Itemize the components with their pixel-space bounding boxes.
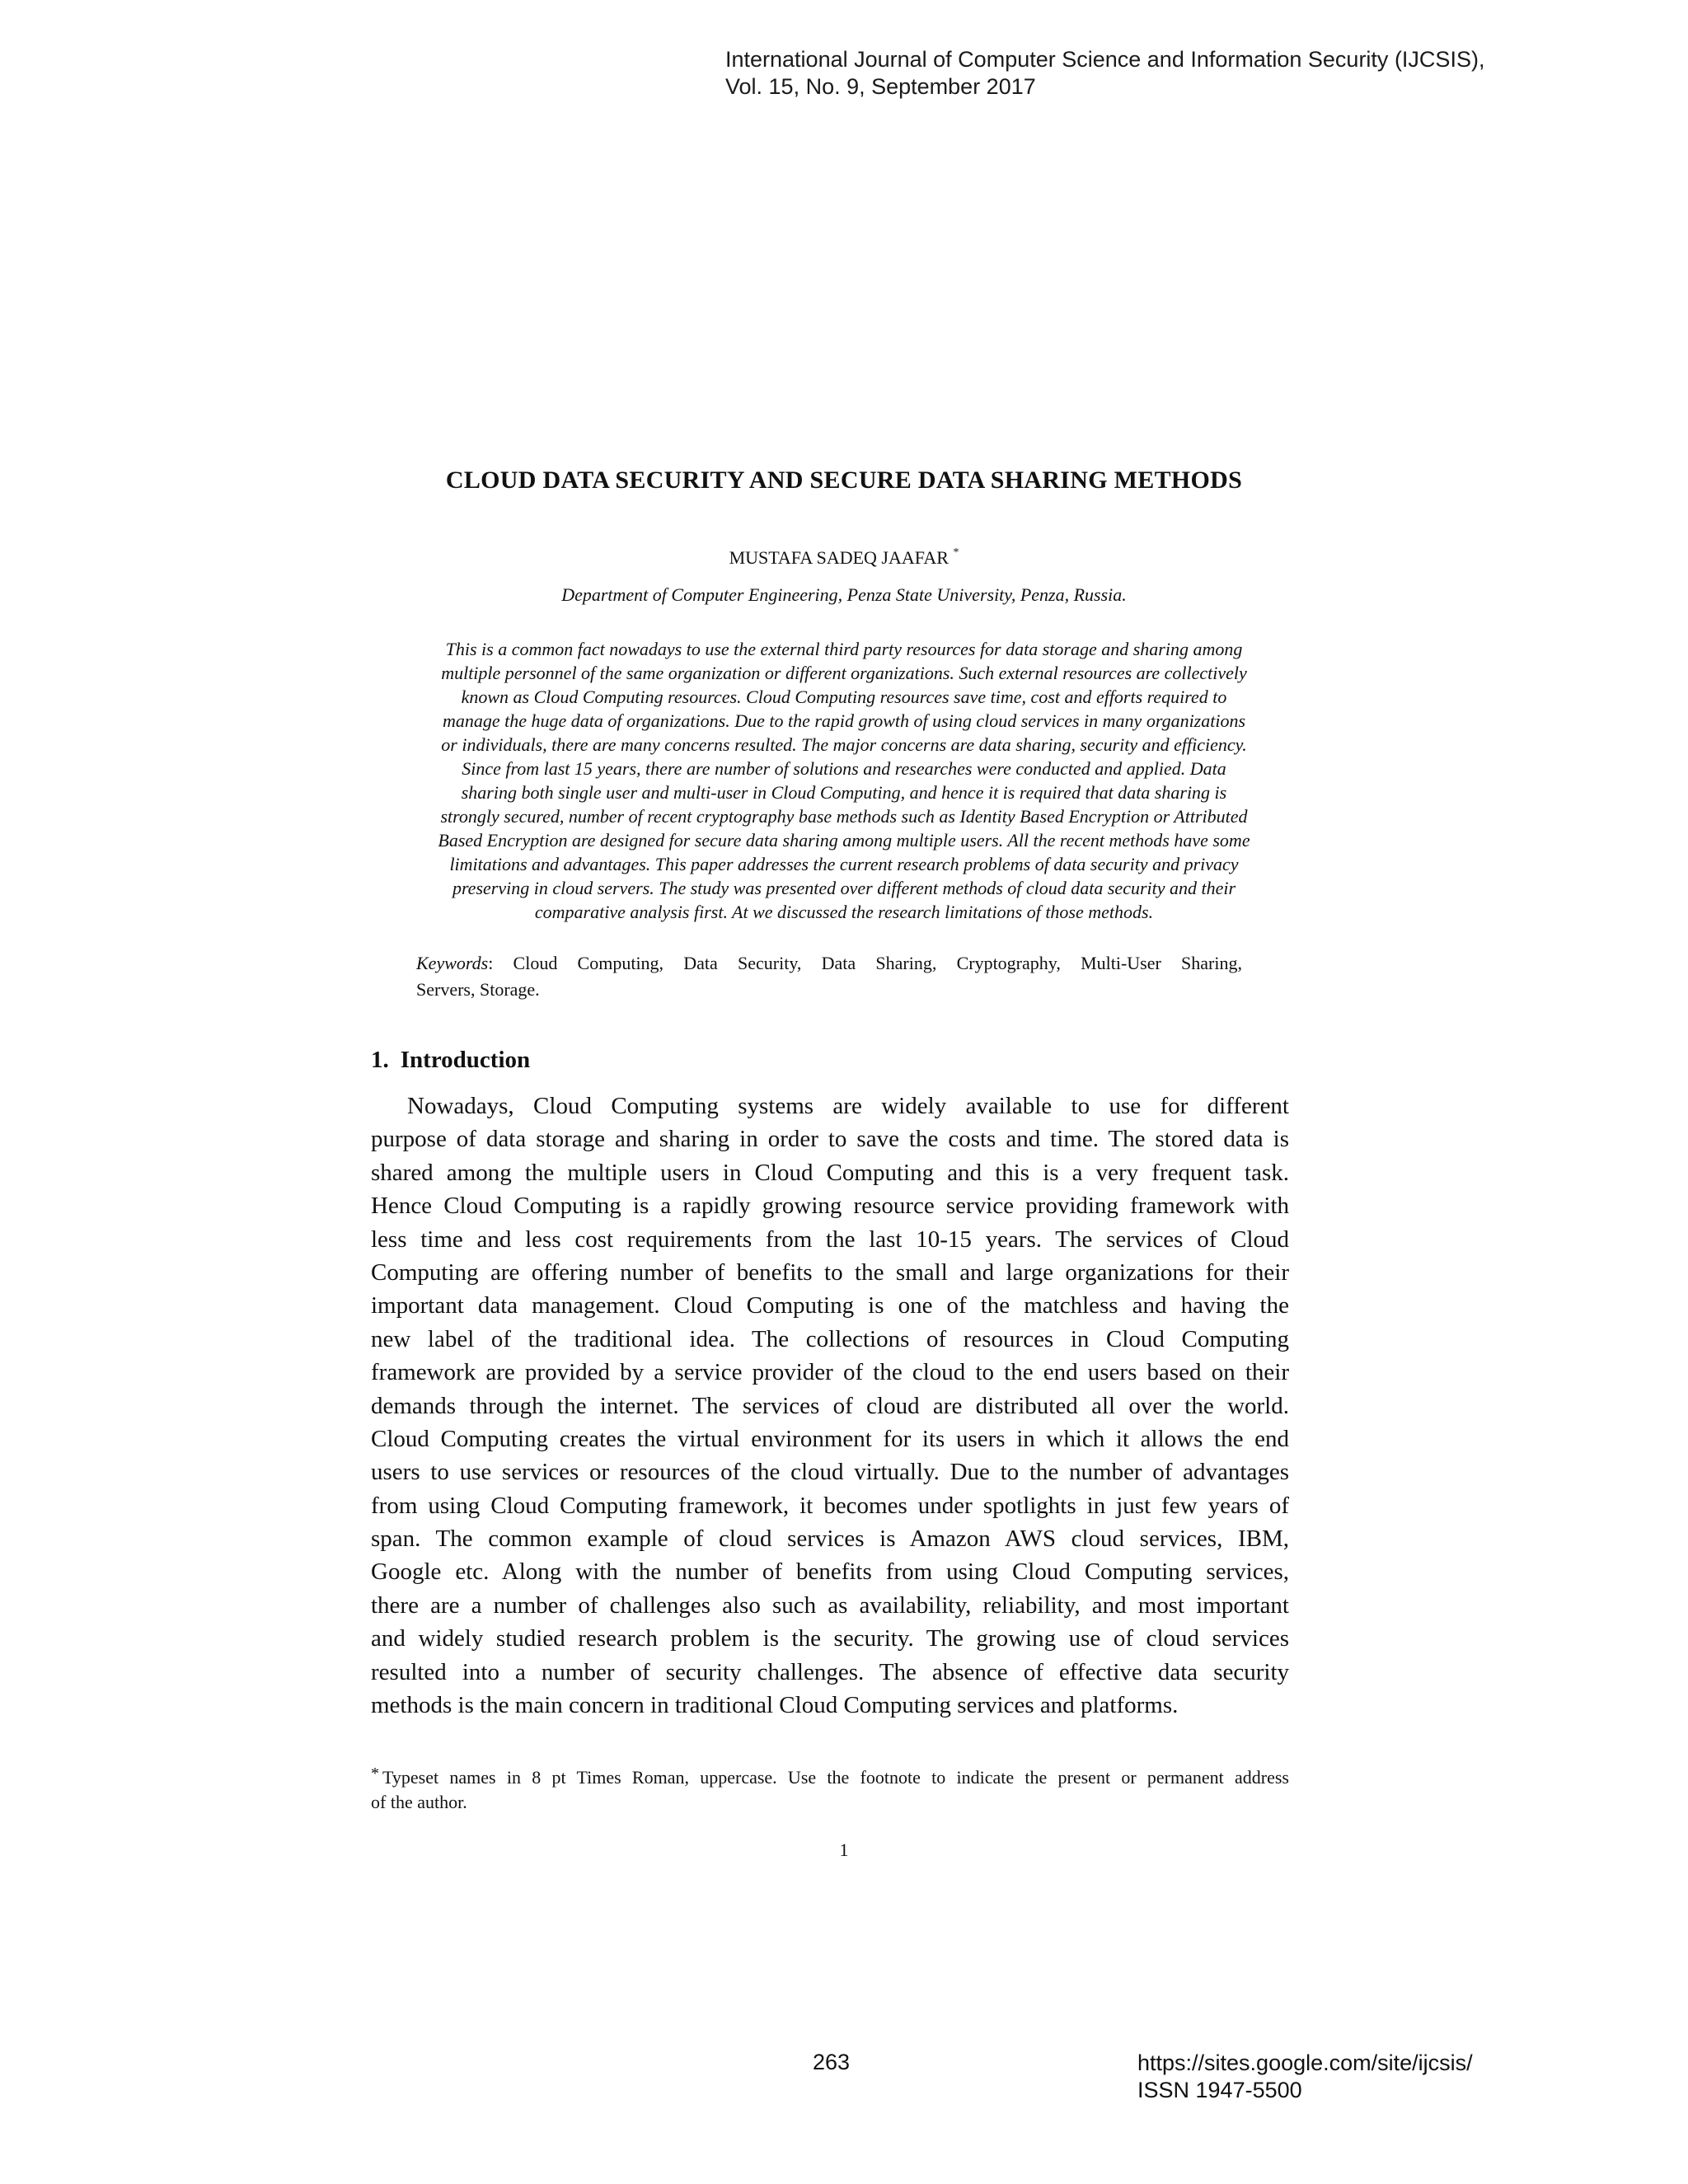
paper-title: CLOUD DATA SECURITY AND SECURE DATA SHARING METHODS (445, 466, 1243, 494)
paragraph-line: less time and less cost requirements from the last 10-15 years. The services of Cloud (371, 1226, 1289, 1253)
keywords (416, 950, 1242, 1003)
paragraph-line: framework are provided by a service provider of the cloud to the end users based on their (371, 1359, 1289, 1386)
abstract-line: sharing both single user and multi-user in Cloud Computing, and hence it is required that data sharing is (461, 782, 1227, 803)
paragraph-line: important data management. Cloud Computing is one of the matchless and having the (371, 1292, 1289, 1319)
local-page-number: 1 (839, 1840, 849, 1860)
section-heading (371, 1047, 530, 1074)
introduction-paragraph (371, 1090, 1289, 1722)
paragraph-line: shared among the multiple users in Cloud Computing and this is a very frequent task. (371, 1159, 1289, 1186)
paragraph-line: and widely studied research problem is the security. The growing use of cloud services (371, 1625, 1289, 1652)
journal-header (725, 46, 1484, 101)
journal-volume: Vol. 15, No. 9, September 2017 (725, 74, 1036, 99)
abstract-line: strongly secured, number of recent cryptography base methods such as Identity Based Encryption or Attributed (440, 806, 1248, 827)
footnote-line (371, 1761, 1289, 1790)
footnote-text: Typeset names in 8 pt Times Roman, uppercase. Use the footnote to indicate the present or permanent address (382, 1767, 1289, 1788)
keywords-line (416, 950, 1242, 977)
abstract-line: Since from last 15 years, there are number of solutions and researches were conducted and applied. Data (462, 758, 1226, 779)
paragraph-line: Computing are offering number of benefits to the small and large organizations for their (371, 1258, 1289, 1286)
paragraph-line: Google etc. Along with the number of benefits from using Cloud Computing services, (371, 1558, 1289, 1586)
paragraph-line: methods is the main concern in traditional Cloud Computing services and platforms. (371, 1692, 1179, 1719)
paragraph-line: new label of the traditional idea. The collections of resources in Cloud Computing (371, 1325, 1289, 1352)
keyword-term: Cloud (513, 953, 558, 973)
abstract (363, 637, 1325, 924)
keywords-label-group: Keywords: (416, 953, 494, 973)
keyword-term: Computing, (577, 953, 664, 973)
abstract-line: comparative analysis first. At we discussed the research limitations of those methods. (534, 902, 1154, 922)
abstract-line: preserving in cloud servers. The study was presented over different methods of cloud data security and their (452, 878, 1236, 898)
abstract-line: known as Cloud Computing resources. Cloud Computing resources save time, cost and efforts required to (461, 687, 1227, 707)
author-footnote-mark: * (953, 546, 959, 559)
abstract-line: or individuals, there are many concerns resulted. The major concerns are data sharing, security and efficiency. (441, 734, 1247, 755)
keyword-term: Data (821, 953, 856, 973)
footnote-mark: * (371, 1765, 379, 1783)
footnote-line: of the author. (371, 1792, 467, 1812)
paragraph-line: Cloud Computing creates the virtual environment for its users in which it allows the end (371, 1425, 1289, 1452)
section-number: 1. (371, 1047, 389, 1073)
author-affiliation: Department of Computer Engineering, Penza State University, Penza, Russia. (561, 584, 1127, 605)
keyword-term: Data (683, 953, 718, 973)
author-name: MUSTAFA SADEQ JAAFAR (729, 547, 949, 568)
paragraph-line: from using Cloud Computing framework, it becomes under spotlights in just few years of (371, 1492, 1289, 1519)
journal-footer (1137, 2050, 1473, 2104)
keywords-line: Servers, Storage. (416, 979, 540, 1000)
keyword-term: Sharing, (1181, 953, 1242, 973)
abstract-line: This is a common fact nowadays to use the external third party resources for data storage and sharing among (445, 639, 1243, 659)
paragraph-line: Nowadays, Cloud Computing systems are widely available to use for different (407, 1093, 1289, 1119)
paragraph-line: resulted into a number of security challenges. The absence of effective data security (371, 1658, 1289, 1685)
keywords-label: Keywords (416, 953, 489, 973)
abstract-line: multiple personnel of the same organization or different organizations. Such external resources are collectively (441, 663, 1247, 683)
paragraph-line: Hence Cloud Computing is a rapidly growing resource service providing framework with (371, 1193, 1289, 1220)
abstract-line: Based Encryption are designed for secure data sharing among multiple users. All the recent methods have some (438, 830, 1250, 851)
journal-name: International Journal of Computer Science and Information Security (IJCSIS), (725, 47, 1485, 72)
keyword-term: Multi-User (1081, 953, 1161, 973)
paragraph-line: users to use services or resources of the cloud virtually. Due to the number of advantages (371, 1459, 1289, 1486)
abstract-line: limitations and advantages. This paper addresses the current research problems of data security and privacy (449, 854, 1239, 874)
paragraph-line: there are a number of challenges also such as availability, reliability, and most important (371, 1591, 1289, 1619)
author-line (0, 546, 1688, 569)
keyword-term: Security, (738, 953, 802, 973)
journal-url: https://sites.google.com/site/ijcsis/ (1137, 2050, 1473, 2075)
journal-page-number: 263 (813, 2050, 851, 2074)
paragraph-line: demands through the internet. The services of cloud are distributed all over the world. (371, 1392, 1289, 1419)
paragraph-line: purpose of data storage and sharing in order to save the costs and time. The stored data is (371, 1126, 1289, 1153)
keyword-term: Sharing, (875, 953, 937, 973)
abstract-line: manage the huge data of organizations. Due to the rapid growth of using cloud services in many organizations (442, 710, 1246, 731)
paragraph-line: span. The common example of cloud services is Amazon AWS cloud services, IBM, (371, 1526, 1289, 1553)
section-title: Introduction (400, 1047, 531, 1073)
keyword-term: Cryptography, (956, 953, 1061, 973)
author-footnote (371, 1761, 1289, 1815)
journal-issn: ISSN 1947-5500 (1137, 2078, 1302, 2102)
